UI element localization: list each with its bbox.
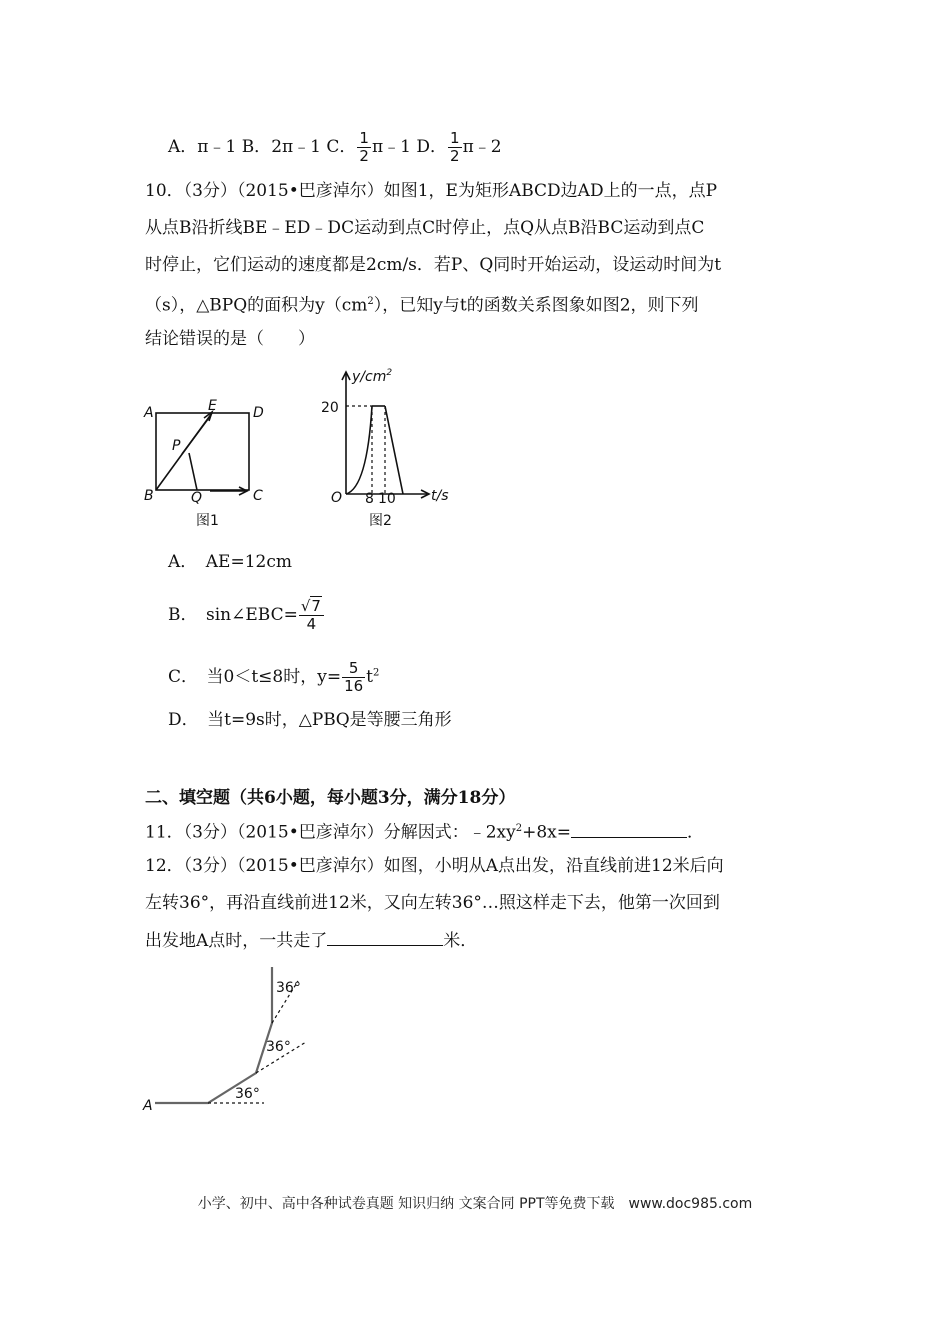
- figure-2-caption: 图2: [369, 513, 392, 529]
- q9-option-a-label: A．: [168, 137, 198, 157]
- segment-pq: [189, 453, 197, 490]
- fraction-denominator: 4: [306, 615, 317, 633]
- q11-answer-blank: [571, 821, 687, 838]
- q9-option-b-label: B．: [241, 137, 272, 157]
- x-tick-8: 8: [365, 491, 374, 507]
- superscript: 2: [367, 296, 374, 307]
- q11-text: 11．（3分）（2015•巴彦淖尔）分解因式：﹣2xy: [145, 822, 516, 843]
- q9-option-d-fraction: [448, 130, 462, 165]
- walking-path: [155, 967, 272, 1103]
- q10-option-b-fraction: [299, 598, 324, 633]
- q9-option-c-fraction: [357, 130, 371, 165]
- angle-label-3: 36°: [276, 980, 301, 996]
- fraction-denominator: 16: [344, 677, 364, 695]
- curve-segment: [346, 406, 372, 494]
- q10-option-c-text: C． 当0＜t≤8时，y=: [168, 667, 342, 687]
- q10-option-d: D． 当t=9s时，△PBQ是等腰三角形: [168, 710, 452, 730]
- origin-label: O: [331, 490, 343, 506]
- angle-label-2: 36°: [266, 1039, 291, 1055]
- label-d: D: [253, 405, 264, 421]
- q10-line-3: 时停止，它们运动的速度都是2cm/s．若P、Q同时开始运动，设运动时间为t: [145, 255, 722, 275]
- radicand: 7: [311, 597, 321, 615]
- fraction-denominator: 2: [450, 147, 460, 165]
- figure-2-graph: [315, 366, 455, 531]
- q9-option-c-label: C．: [326, 137, 357, 157]
- q9-options: [168, 130, 502, 165]
- q12-line-3-text: 出发地A点时，一共走了: [145, 931, 328, 951]
- label-b: B: [144, 488, 154, 504]
- q10-option-b-text: B． sin∠EBC=: [168, 605, 298, 625]
- q12-line-3-post: 米．: [443, 931, 478, 951]
- label-e: E: [208, 398, 217, 414]
- q10-option-c: [168, 660, 379, 695]
- q9-option-a-text: π﹣1: [197, 137, 237, 157]
- rectangle-abcd: [156, 413, 249, 490]
- figure-1-rectangle: [140, 398, 270, 533]
- q9-option-d-tail: π﹣2: [462, 137, 502, 157]
- q11-text-post: +8x=: [522, 822, 572, 843]
- arrow-be: [182, 415, 211, 454]
- angle-label-1: 36°: [235, 1086, 260, 1102]
- q11-line: [145, 818, 704, 844]
- q10-option-b: [168, 598, 325, 633]
- superscript: 2: [373, 667, 380, 679]
- q10-line-4-part-a: （s），△BPQ的面积为y（cm: [145, 295, 368, 316]
- fraction-numerator: 1: [359, 129, 369, 147]
- fraction-numerator: [299, 598, 324, 616]
- q10-line-5: 结论错误的是（ ）: [145, 329, 315, 349]
- q10-line-4-part-b: ），已知y与t的函数关系图象如图2，则下列: [373, 295, 699, 316]
- label-c: C: [253, 488, 263, 504]
- section-2-title: 二、填空题（共6小题，每小题3分，满分18分）: [145, 788, 516, 808]
- fraction-denominator: 2: [359, 147, 369, 165]
- q12-line-2: 左转36°，再沿直线前进12米，又向左转36°…照这样走下去，他第一次回到: [145, 893, 720, 913]
- superscript: 2: [515, 823, 523, 834]
- q10-option-a: A． AE=12cm: [168, 552, 292, 572]
- q10-line-1: 10．（3分）（2015•巴彦淖尔）如图1，E为矩形ABCD边AD上的一点，点P: [145, 181, 718, 201]
- q9-option-b-text: 2π﹣1: [271, 137, 321, 157]
- label-a: A: [143, 1098, 153, 1114]
- sqrt-icon: √: [300, 597, 311, 615]
- y-tick-20: 20: [321, 400, 339, 416]
- y-axis-label: $y/cm^2$: [352, 368, 393, 385]
- descent-segment: [385, 406, 403, 494]
- q10-line-4: [145, 291, 699, 317]
- label-a: A: [144, 405, 154, 421]
- q9-option-d-label: D．: [416, 137, 448, 157]
- label-q: Q: [191, 490, 203, 506]
- figure-3-path: [140, 963, 320, 1118]
- q9-option-c-tail: π﹣1: [371, 137, 411, 157]
- x-axis-label: t/s: [431, 488, 449, 504]
- variable-t: t: [366, 667, 374, 687]
- q10-line-2: 从点B沿折线BE﹣ED﹣DC运动到点C时停止，点Q从点B沿BC运动到点C: [145, 218, 705, 238]
- q11-end: ．: [687, 822, 705, 843]
- figure-1-caption: 图1: [196, 513, 219, 529]
- q12-line-1: 12．（3分）（2015•巴彦淖尔）如图，小明从A点出发，沿直线前进12米后向: [145, 856, 724, 876]
- q12-line-3: [145, 929, 477, 952]
- label-p: P: [172, 438, 181, 454]
- x-tick-10: 10: [378, 491, 396, 507]
- q10-option-c-fraction: [342, 660, 365, 695]
- q12-answer-blank: [327, 929, 443, 946]
- fraction-numerator: 5: [342, 660, 365, 678]
- page-footer: 小学、初中、高中各种试卷真题 知识归纳 文案合同 PPT等免费下载 www.doc985.com: [197, 1196, 753, 1212]
- fraction-numerator: 1: [450, 129, 460, 147]
